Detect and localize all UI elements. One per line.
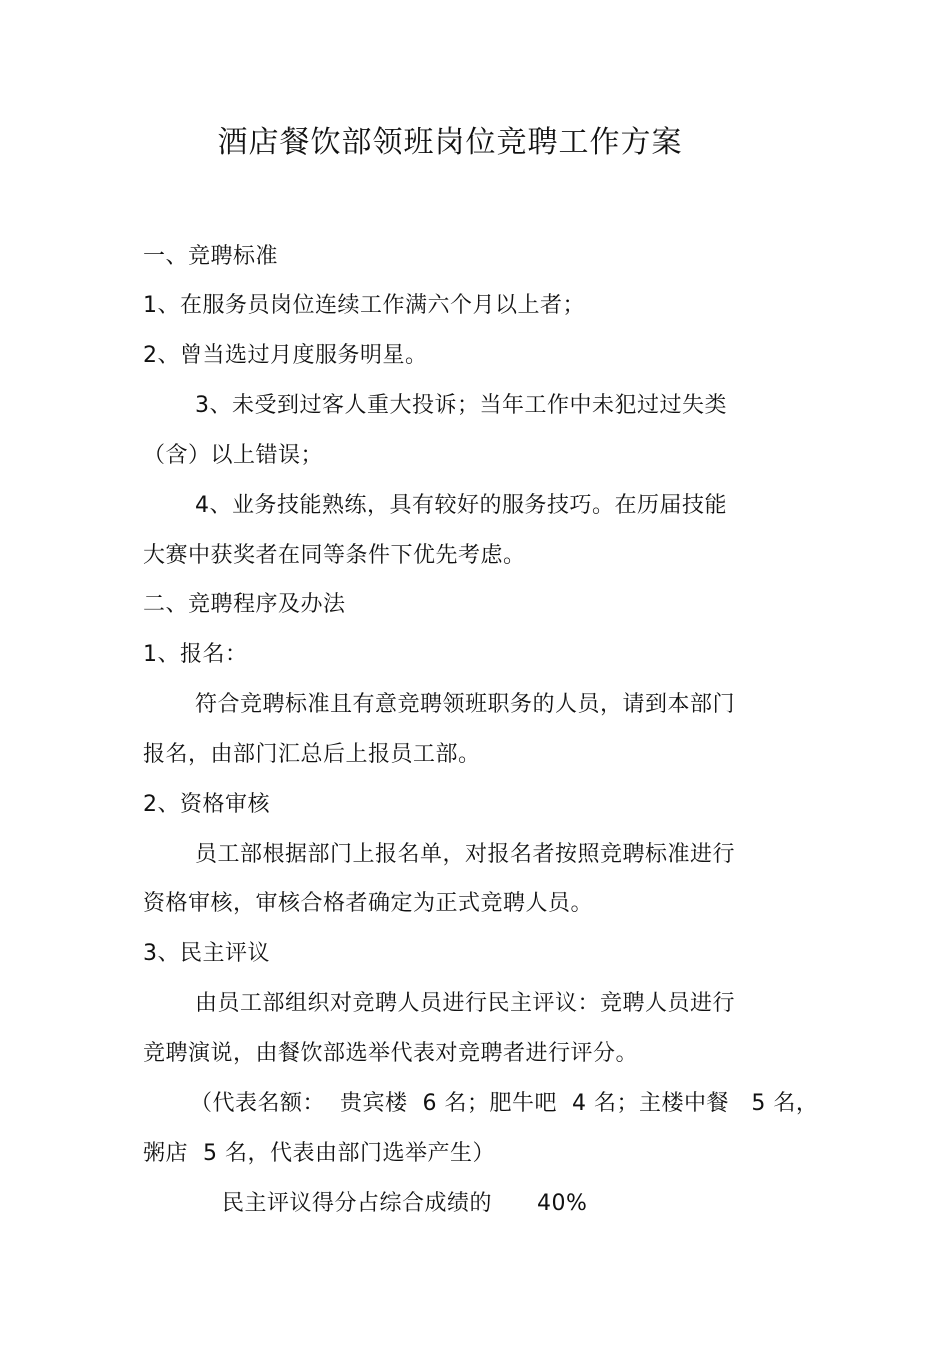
paragraph-line: 1、在服务员岗位连续工作满六个月以上者； [143, 293, 585, 318]
paragraph-line: 粥店 5 名，代表由部门选举产生） [143, 1141, 495, 1166]
paragraph-line: 符合竞聘标准且有意竞聘领班职务的人员，请到本部门 [195, 692, 736, 717]
paragraph-line: 资格审核，审核合格者确定为正式竞聘人员。 [143, 891, 594, 916]
paragraph-line: 3、未受到过客人重大投诉；当年工作中未犯过过失类 [195, 393, 727, 418]
subsection-heading-qualification: 2、资格审核 [143, 792, 270, 817]
section-heading-procedure: 二、竞聘程序及办法 [143, 592, 346, 617]
paragraph-line: 大赛中获奖者在同等条件下优先考虑。 [143, 543, 526, 568]
document-title: 酒店餐饮部领班岗位竞聘工作方案 [217, 125, 683, 160]
paragraph-line: 报名，由部门汇总后上报员工部。 [143, 742, 481, 767]
subsection-heading-registration: 1、报名： [143, 642, 248, 667]
paragraph-line: 2、曾当选过月度服务明星。 [143, 343, 428, 368]
section-heading-criteria: 一、竞聘标准 [143, 244, 279, 269]
paragraph-line: （代表名额： 贵宾楼 6 名；肥牛吧 4 名；主楼中餐 5 名， [190, 1091, 819, 1116]
paragraph-line: （含）以上错误； [143, 443, 324, 468]
paragraph-line: 由员工部组织对竞聘人员进行民主评议：竞聘人员进行 [195, 991, 736, 1016]
paragraph-line: 竞聘演说，由餐饮部选举代表对竞聘者进行评分。 [143, 1041, 639, 1066]
paragraph-line: 员工部根据部门上报名单，对报名者按照竞聘标准进行 [195, 842, 736, 867]
paragraph-line: 4、业务技能熟练，具有较好的服务技巧。在历届技能 [195, 493, 727, 518]
paragraph-line: 民主评议得分占综合成绩的 40% [222, 1191, 588, 1216]
subsection-heading-evaluation: 3、民主评议 [143, 941, 270, 966]
